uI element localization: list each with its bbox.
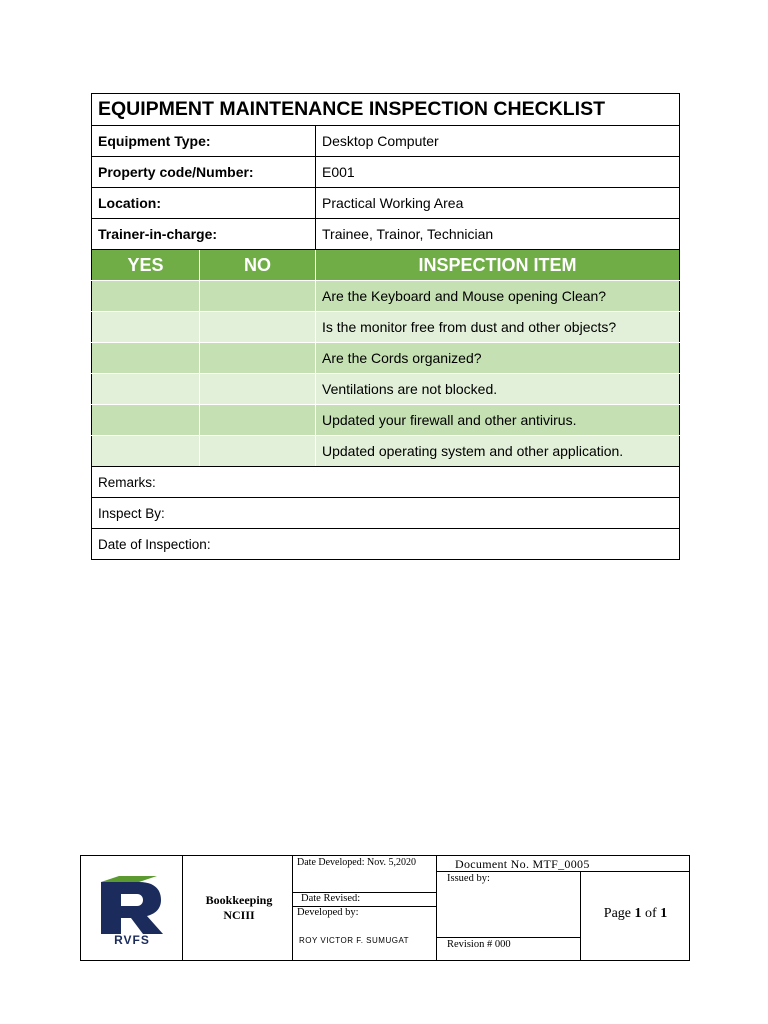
page-current: 1 — [634, 906, 642, 921]
yes-checkbox-cell[interactable] — [92, 312, 200, 343]
developer-name: ROY VICTOR F. SUMUGAT — [299, 936, 410, 945]
inspection-item-text: Ventilations are not blocked. — [316, 374, 680, 405]
issued-by-label: Issued by: — [447, 873, 490, 884]
column-header-yes: YES — [92, 250, 200, 281]
date-revised: Date Revised: — [301, 893, 361, 904]
info-value: E001 — [316, 157, 680, 188]
checklist-item-row — [92, 405, 680, 436]
inspection-item-text: Is the monitor free from dust and other objects? — [316, 312, 680, 343]
logo-text: RVFS — [114, 933, 150, 946]
footer-divider — [182, 856, 183, 960]
no-checkbox-cell[interactable] — [200, 374, 316, 405]
no-checkbox-cell[interactable] — [200, 405, 316, 436]
document-number: Document No. MTF_0005 — [455, 857, 590, 871]
inspect-by-row — [92, 498, 680, 529]
date-developed: Date Developed: Nov. 5,2020 — [297, 857, 417, 868]
inspect-by-field[interactable]: Inspect By: — [92, 498, 680, 529]
checklist-item-row — [92, 312, 680, 343]
date-of-inspection-field[interactable]: Date of Inspection: — [92, 529, 680, 560]
inspection-item-text: Updated your firewall and other antivirus. — [316, 405, 680, 436]
inspection-checklist-table — [91, 93, 680, 560]
inspection-item-text: Are the Cords organized? — [316, 343, 680, 374]
yes-checkbox-cell[interactable] — [92, 343, 200, 374]
page-indicator — [581, 906, 690, 922]
inspection-item-text: Updated operating system and other application. — [316, 436, 680, 467]
no-checkbox-cell[interactable] — [200, 312, 316, 343]
remarks-field[interactable]: Remarks: — [92, 467, 680, 498]
info-label: Location: — [92, 188, 316, 219]
revision-number: Revision # 000 — [447, 939, 511, 950]
column-header-no: NO — [200, 250, 316, 281]
inspection-item-text: Are the Keyboard and Mouse opening Clean? — [316, 281, 680, 312]
course-line-2: NCIII — [223, 908, 255, 922]
yes-checkbox-cell[interactable] — [92, 436, 200, 467]
checklist-item-row — [92, 436, 680, 467]
checklist-item-row — [92, 281, 680, 312]
rvfs-logo — [95, 876, 169, 946]
info-row-trainer — [92, 219, 680, 250]
page-total: 1 — [660, 906, 668, 921]
info-label: Property code/Number: — [92, 157, 316, 188]
info-row-location — [92, 188, 680, 219]
no-checkbox-cell[interactable] — [200, 343, 316, 374]
column-header-inspection-item: INSPECTION ITEM — [316, 250, 680, 281]
info-value: Trainee, Trainor, Technician — [316, 219, 680, 250]
developed-by-label: Developed by: — [297, 907, 359, 918]
yes-checkbox-cell[interactable] — [92, 374, 200, 405]
no-checkbox-cell[interactable] — [200, 436, 316, 467]
info-value: Practical Working Area — [316, 188, 680, 219]
checklist-title: EQUIPMENT MAINTENANCE INSPECTION CHECKLIST — [92, 94, 680, 126]
course-line-1: Bookkeeping — [205, 893, 273, 907]
yes-checkbox-cell[interactable] — [92, 281, 200, 312]
page-of: of — [645, 906, 657, 921]
checklist-item-row — [92, 374, 680, 405]
no-checkbox-cell[interactable] — [200, 281, 316, 312]
document-footer — [80, 855, 690, 961]
column-header-row — [92, 250, 680, 281]
info-row-property-code — [92, 157, 680, 188]
yes-checkbox-cell[interactable] — [92, 405, 200, 436]
course-name — [185, 893, 293, 923]
info-row-equipment-type — [92, 126, 680, 157]
page-word: Page — [603, 906, 632, 921]
remarks-row — [92, 467, 680, 498]
checklist-item-row — [92, 343, 680, 374]
footer-divider — [436, 937, 580, 938]
info-label: Trainer-in-charge: — [92, 219, 316, 250]
date-of-inspection-row — [92, 529, 680, 560]
info-value: Desktop Computer — [316, 126, 680, 157]
info-label: Equipment Type: — [92, 126, 316, 157]
